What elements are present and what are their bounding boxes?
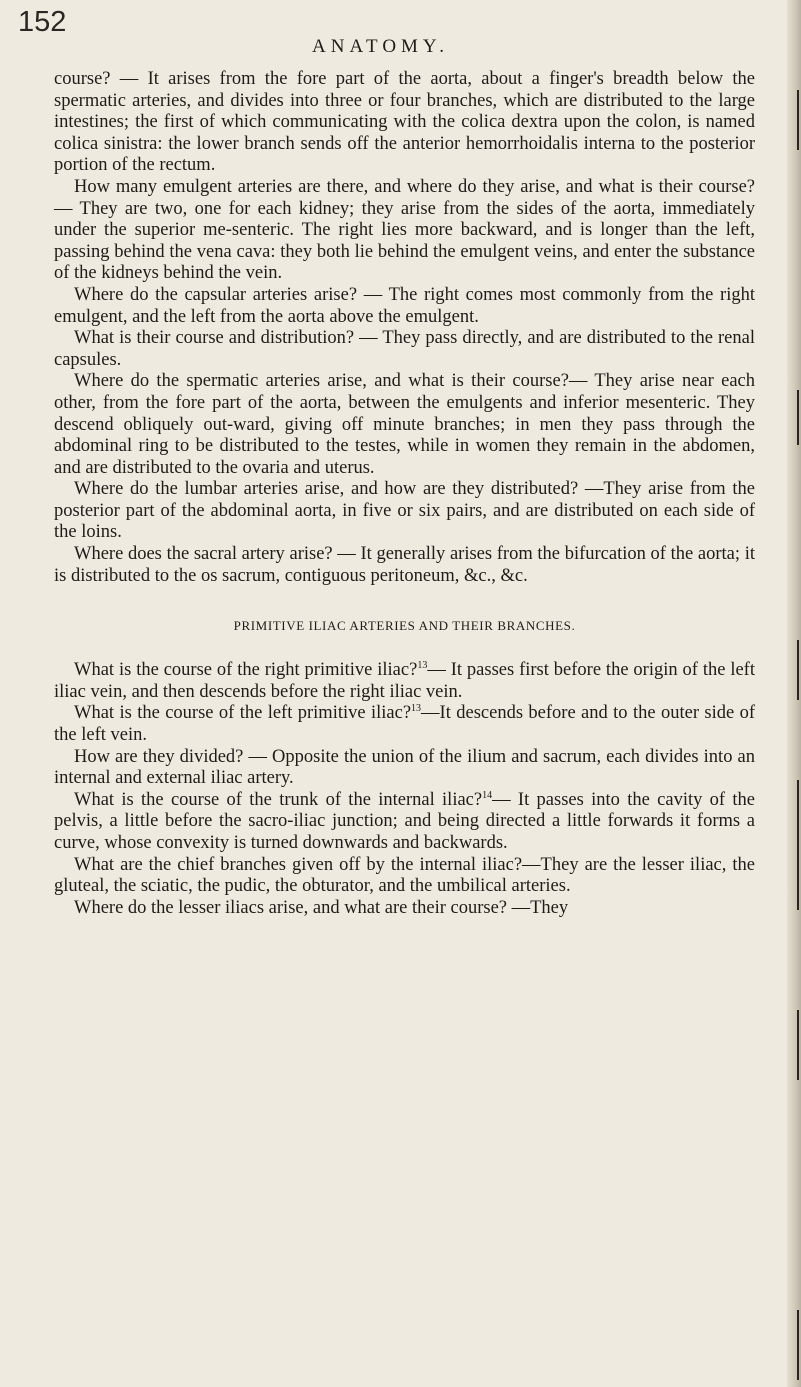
paragraph bbox=[54, 703, 755, 746]
paragraph: Where do the lumbar arteries arise, and how are they distributed? —They arise from the posterior part of the abdominal aorta, in five or six pairs, and are distributed on each side of the loins. bbox=[54, 479, 755, 543]
section-heading: PRIMITIVE ILIAC ARTERIES AND THEIR BRANCHES. bbox=[233, 618, 576, 634]
running-head: ANATOMY. bbox=[312, 36, 449, 57]
page-edge bbox=[787, 0, 801, 1387]
paragraph-text: —It descends before and to the outer side of the left vein. bbox=[54, 703, 755, 746]
paragraph bbox=[54, 898, 755, 920]
footnote-ref: 14 bbox=[482, 789, 493, 801]
paragraph bbox=[54, 747, 755, 790]
paragraph-text: — It passes first before the origin of the left iliac vein, and then descends before the right iliac vein. bbox=[54, 660, 755, 702]
paragraph bbox=[54, 855, 755, 898]
edge-mark bbox=[797, 1010, 799, 1080]
paragraph-group-arteries bbox=[54, 69, 755, 587]
edge-mark bbox=[797, 390, 799, 445]
edge-mark bbox=[797, 780, 799, 910]
footnote-ref: 13 bbox=[417, 660, 428, 672]
paragraph: Where do the capsular arteries arise? — The right comes most commonly from the right emulgent, and the left from the aorta above the emulgent. bbox=[54, 284, 755, 327]
footnote-ref: 13 bbox=[411, 703, 422, 715]
paragraph-text: — It passes into the cavity of the pelvis, a little before the sacro-iliac junction; and being directed a little forwards it forms a curve, whose convexity is turned downwards and backwards. bbox=[54, 789, 756, 853]
paragraph: Where does the sacral artery arise? — It generally arises from the bifurcation of the aorta; it is distributed to the os sacrum, contiguous peritoneum, &c., &c. bbox=[54, 544, 755, 586]
paragraph-text: How are they divided? — Opposite the union of the ilium and sacrum, each divides into an internal and external iliac artery. bbox=[54, 746, 755, 789]
edge-mark bbox=[797, 640, 799, 700]
paragraph-text: What is the course of the trunk of the internal iliac? bbox=[74, 789, 483, 810]
edge-mark bbox=[797, 90, 799, 150]
paragraph-text: What is the course of the left primitive iliac? bbox=[74, 703, 412, 724]
paragraph-text: What is the course of the right primitive iliac? bbox=[74, 660, 418, 681]
page-number: 152 bbox=[18, 6, 67, 38]
paragraph: How many emulgent arteries are there, and where do they arise, and what is their course? — They are two, one for each kidney; they arise from the sides of the aorta, immediately under the superior me-senteric. The right lies more backward, and is longer than the left, passing behind the vena cava: they both lie behind the emulgent veins, and enter the substance of the kidneys behind the vein. bbox=[54, 176, 755, 284]
text-body bbox=[54, 69, 755, 919]
paragraph: Where do the spermatic arteries arise, and what is their course?— They arise near each other, from the fore part of the aorta, between the emulgents and inferior mesenteric. They descend obliquely out-ward, giving off minute branches; in men they pass through the abdominal ring to be distributed to the testes, while in women they remain in the abdomen, and are distributed to the ovaria and uterus. bbox=[54, 371, 755, 478]
paragraph-group-iliac bbox=[54, 660, 755, 919]
paragraph bbox=[54, 790, 755, 855]
paragraph-text: What are the chief branches given off by the internal iliac?—They are the lesser iliac, the gluteal, the sciatic, the pudic, the obturator, and the umbilical arteries. bbox=[54, 854, 755, 897]
paragraph bbox=[54, 660, 755, 703]
paragraph: course? — It arises from the fore part of the aorta, about a finger's breadth below the spermatic arteries, and divides into three or four branches, which are distributed to the large intestines; the first of which communicating with the colica dextra upon the colon, is named colica sinistra: the lower branch sends off the anterior hemorrhoidalis interna to the posterior portion of the rectum. bbox=[54, 69, 755, 176]
paragraph-text: Where do the lesser iliacs arise, and what are their course? —They bbox=[74, 897, 569, 918]
paragraph: What is their course and distribution? — They pass directly, and are distributed to the renal capsules. bbox=[54, 328, 755, 370]
edge-mark bbox=[797, 1310, 799, 1380]
